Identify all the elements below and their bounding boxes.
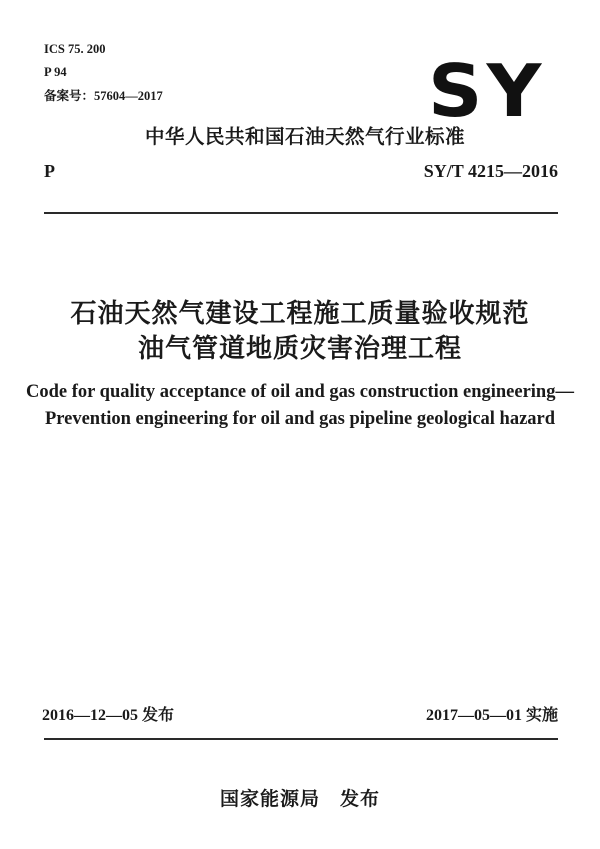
header-divider [44, 212, 558, 214]
issue-date: 2016—12—05 发布 [42, 707, 175, 724]
title-chinese-line-2: 油气管道地质灾害治理工程 [137, 334, 462, 364]
title-chinese-line-1: 石油天然气建设工程施工质量验收规范 [70, 299, 530, 329]
title-english-line-1: Code for quality acceptance of oil and gas construction engineering— [26, 382, 574, 402]
category-letter: P [44, 161, 55, 181]
standard-number: SY/T 4215—2016 [423, 161, 558, 181]
title-english-line-2: Prevention engineering for oil and gas pipeline geological hazard [44, 409, 556, 429]
footer-divider [44, 738, 558, 740]
ccs-code: P 94 [44, 65, 67, 79]
implementation-date: 2017—05—01 实施 [425, 707, 558, 724]
ics-code: ICS 75. 200 [44, 42, 106, 56]
sy-logo: SY [428, 49, 546, 133]
publisher: 国家能源局 发布 [219, 788, 380, 810]
standard-type: 中华人民共和国石油天然气行业标准 [145, 125, 466, 148]
filing-number: 备案号：57604—2017 [44, 89, 163, 103]
